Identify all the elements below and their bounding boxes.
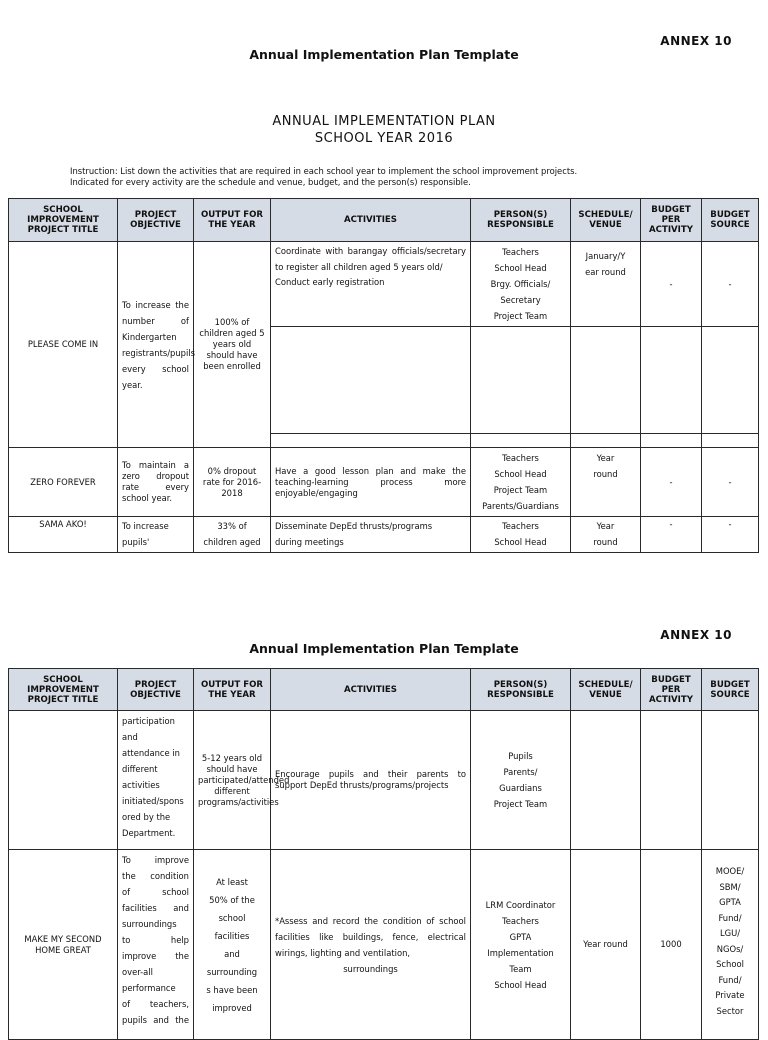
table-header-row (9, 199, 759, 242)
source-text: Fund/ (718, 912, 742, 923)
objective-text: over-all (122, 967, 153, 977)
persons-cell (471, 711, 571, 850)
header-objective: PROJECT OBJECTIVE (118, 199, 194, 242)
header-activities: ACTIVITIES (271, 669, 471, 711)
table-row (9, 711, 759, 850)
objective-text: pupils' (122, 536, 150, 547)
budget-cell: - (641, 448, 702, 517)
output-cell (194, 850, 271, 1040)
objective-text: surroundings (122, 919, 177, 929)
persons-cell (471, 242, 571, 327)
empty-cell (471, 434, 571, 448)
activity-cell (271, 517, 471, 553)
person-item: Guardians (499, 783, 542, 793)
person-item: Team (509, 963, 532, 974)
objective-cell (118, 517, 194, 553)
empty-cell (271, 434, 471, 448)
person-item: Pupils (508, 751, 533, 761)
schedule-text: Year (596, 521, 615, 531)
output-text: facilities (214, 930, 250, 941)
instruction (70, 166, 710, 188)
project-title-cell: SAMA AKO! (9, 517, 118, 553)
output-cell (194, 517, 271, 553)
output-cell: 100% of children aged 5 years old should have been enrolled (194, 242, 271, 448)
empty-cell (702, 434, 759, 448)
objective-text: performance (122, 983, 176, 993)
source-text: NGOs/ (716, 943, 744, 954)
output-text: school (218, 912, 246, 923)
person-item: Brgy. Officials/ (490, 279, 551, 289)
header-budget: BUDGET PER ACTIVITY (641, 199, 702, 242)
objective-text: To increase (122, 521, 169, 531)
source-text: Sector (716, 1005, 744, 1016)
person-item: School Head (494, 469, 547, 479)
persons-cell (471, 448, 571, 517)
person-item: School Head (494, 979, 547, 990)
activity-text: Disseminate DepEd thrusts/programs (275, 521, 433, 531)
person-item: Parents/ (503, 767, 538, 777)
schedule-cell (571, 517, 641, 553)
project-title-cell (9, 711, 118, 850)
empty-cell (471, 327, 571, 434)
activity-cell (271, 242, 471, 327)
plan-title: ANNUAL IMPLEMENTATION PLAN (272, 114, 496, 129)
header-output: OUTPUT FOR THE YEAR (194, 669, 271, 711)
schedule-text: Year (596, 453, 615, 463)
header-activities: ACTIVITIES (271, 199, 471, 242)
objective-text: to help (122, 935, 189, 945)
person-item: School Head (494, 536, 547, 547)
source-cell (702, 850, 759, 1040)
header-source: BUDGET SOURCE (702, 669, 759, 711)
activity-text: *Assess and record the condition of school facilities like buildings, fence, electrical wirings, lighting and ventilation, (275, 915, 466, 958)
objective-text: initiated/spons (122, 796, 184, 806)
output-text: children aged (203, 536, 261, 547)
objective-cell: To maintain a zero dropout rate every school year. (118, 448, 194, 517)
person-item: Teachers (502, 521, 539, 531)
annex-label: ANNEX 10 (660, 34, 732, 48)
objective-text: improve the (122, 951, 189, 961)
schedule-cell (571, 711, 641, 850)
objective-text: different (122, 764, 158, 774)
empty-cell (571, 434, 641, 448)
source-text: School (716, 959, 744, 969)
objective-cell (118, 711, 194, 850)
schedule-cell (571, 242, 641, 327)
objective-text: ored by the (122, 812, 171, 822)
output-text: s have been (206, 984, 258, 995)
plan-table-page-1 (8, 198, 759, 553)
output-text: At least (216, 876, 248, 887)
source-cell: - (702, 242, 759, 327)
person-item: School Head (494, 263, 547, 273)
header-output: OUTPUT FOR THE YEAR (194, 199, 271, 242)
schedule-text: round (593, 536, 618, 547)
source-cell (702, 711, 759, 850)
empty-cell (641, 327, 702, 434)
empty-cell (271, 327, 471, 434)
activity-text: Coordinate with barangay officials/secretary to register all children aged 5 years old/ (275, 246, 466, 272)
output-cell: 0% dropout rate for 2016-2018 (194, 448, 271, 517)
objective-cell: To increase the number of Kindergarten registrants/pupils every school year. (118, 242, 194, 448)
objective-text: pupils and the (122, 1015, 189, 1025)
budget-cell: - (641, 517, 702, 553)
person-item: Project Team (493, 311, 548, 321)
table-row (9, 850, 759, 1040)
activity-cell (271, 850, 471, 1040)
objective-text: facilities and (122, 903, 189, 913)
persons-cell (471, 850, 571, 1040)
person-item: Teachers (502, 247, 539, 257)
budget-cell: - (641, 242, 702, 327)
source-text: Fund/ (718, 974, 742, 985)
empty-cell (641, 434, 702, 448)
activity-cell: Encourage pupils and their parents to support DepEd thrusts/programs/projects (271, 711, 471, 850)
person-item: Secretary (500, 295, 541, 305)
empty-cell (571, 327, 641, 434)
source-text: LGU/ (719, 928, 741, 938)
person-item: Project Team (493, 485, 548, 495)
source-cell: - (702, 448, 759, 517)
objective-text: To improve (122, 855, 189, 865)
objective-text: the condition (122, 871, 189, 881)
output-text: 50% of the (209, 894, 255, 905)
table-row (9, 242, 759, 327)
schedule-text: round (593, 469, 618, 479)
budget-cell: 1000 (641, 850, 702, 1040)
instruction-line-2: Indicated for every activity are the schedule and venue, budget, and the person(s) responsible. (70, 177, 471, 187)
activity-text: Conduct early registration (275, 277, 385, 287)
person-item: GPTA (509, 931, 532, 942)
source-text: SBM/ (719, 881, 741, 892)
annex-label: ANNEX 10 (660, 628, 732, 642)
table-row (9, 517, 759, 553)
instruction-line-1: Instruction: List down the activities that are required in each school year to implement the school improvement projects. (70, 166, 578, 176)
objective-text: Department. (122, 828, 176, 838)
project-title-cell: PLEASE COME IN (9, 242, 118, 448)
header-budget: BUDGET PER ACTIVITY (641, 669, 702, 711)
objective-text: activities (122, 780, 160, 790)
header-persons: PERSON(S) RESPONSIBLE (471, 199, 571, 242)
objective-cell (118, 850, 194, 1040)
person-item: Project Team (493, 799, 548, 809)
person-item: Implementation (487, 947, 554, 958)
schedule-text: ear round (585, 267, 626, 277)
template-title: Annual Implementation Plan Template (249, 641, 519, 656)
header-objective: PROJECT OBJECTIVE (118, 669, 194, 711)
source-cell: - (702, 517, 759, 553)
header-project-title: SCHOOL IMPROVEMENT PROJECT TITLE (9, 669, 118, 711)
project-title-cell: ZERO FOREVER (9, 448, 118, 517)
person-item: Teachers (502, 915, 539, 926)
person-item: LRM Coordinator (485, 899, 556, 910)
header-schedule: SCHEDULE/ VENUE (571, 199, 641, 242)
objective-text: participation (122, 716, 175, 726)
schedule-cell (571, 448, 641, 517)
output-text: improved (212, 1002, 252, 1013)
output-text: and (224, 948, 240, 959)
objective-text: of school (122, 887, 189, 897)
output-cell: 5-12 years old should have participated/attended different programs/activities (194, 711, 271, 850)
schedule-cell: Year round (571, 850, 641, 1040)
header-project-title: SCHOOL IMPROVEMENT PROJECT TITLE (9, 199, 118, 242)
activity-text: during meetings (275, 536, 344, 547)
header-persons: PERSON(S) RESPONSIBLE (471, 669, 571, 711)
source-text: GPTA (719, 897, 741, 907)
objective-text: and (122, 732, 138, 742)
activity-text: surroundings (343, 963, 398, 974)
template-title: Annual Implementation Plan Template (249, 47, 519, 62)
output-text: 33% of (217, 521, 247, 531)
objective-text: of teachers, (122, 999, 189, 1009)
schedule-text: January/Y (585, 251, 626, 261)
header-schedule: SCHEDULE/ VENUE (571, 669, 641, 711)
output-text: surrounding (206, 966, 258, 977)
school-year: SCHOOL YEAR 2016 (314, 131, 454, 146)
activity-cell: Have a good lesson plan and make the teaching-learning process more enjoyable/engaging (271, 448, 471, 517)
plan-table-page-2 (8, 668, 759, 1040)
budget-cell (641, 711, 702, 850)
header-source: BUDGET SOURCE (702, 199, 759, 242)
source-text: Private (715, 990, 745, 1000)
person-item: Parents/Guardians (482, 501, 559, 511)
empty-cell (702, 327, 759, 434)
objective-text: attendance in (122, 748, 180, 758)
persons-cell (471, 517, 571, 553)
table-row (9, 448, 759, 517)
person-item: Teachers (502, 453, 539, 463)
source-text: MOOE/ (715, 866, 745, 876)
table-header-row (9, 669, 759, 711)
project-title-cell: MAKE MY SECOND HOME GREAT (9, 850, 118, 1040)
